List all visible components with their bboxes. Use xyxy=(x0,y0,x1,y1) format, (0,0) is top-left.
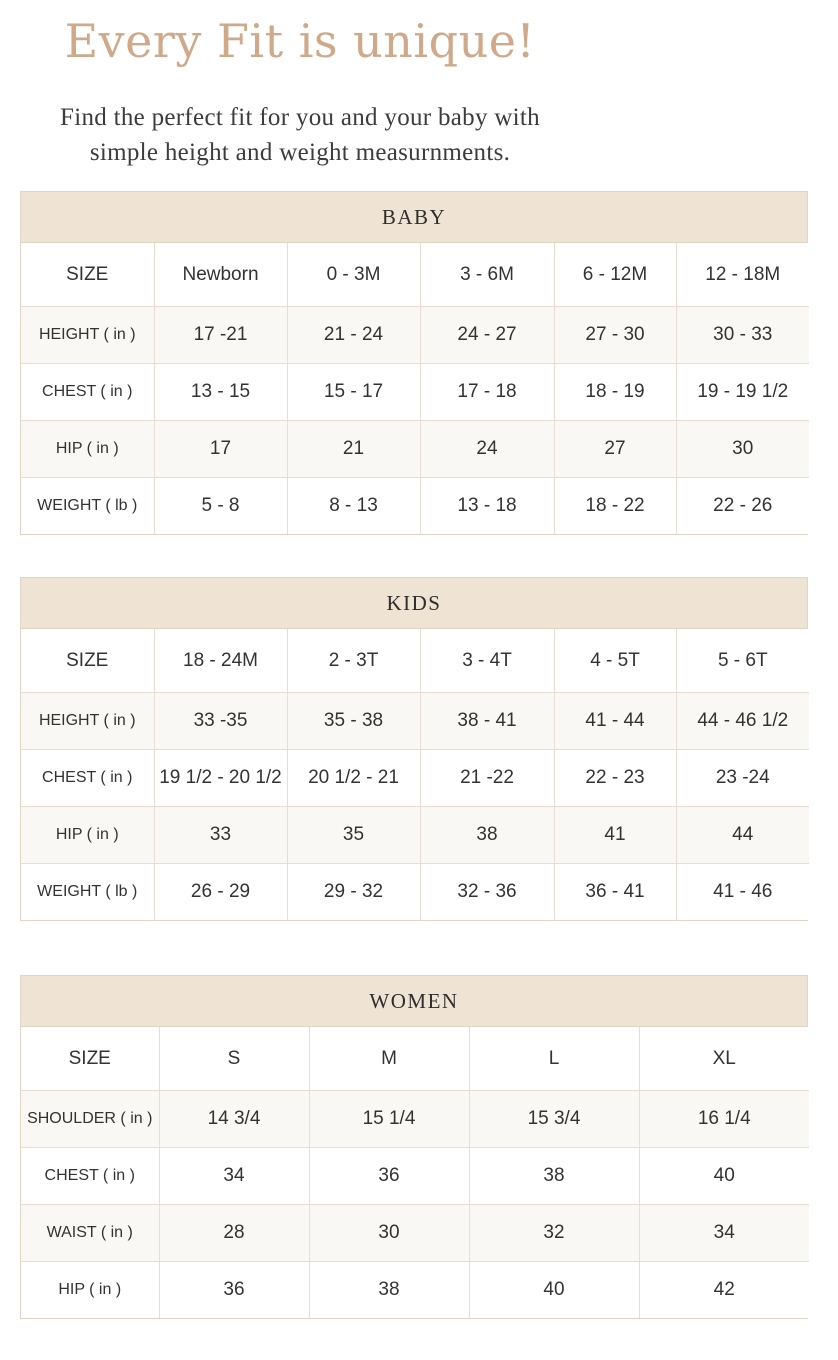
column-header: 3 - 6M xyxy=(420,243,554,307)
table-row xyxy=(21,307,809,364)
subtitle-line-1: Find the perfect fit for you and your baby with xyxy=(60,104,540,131)
column-header: 5 - 6T xyxy=(676,629,809,693)
column-header: L xyxy=(469,1027,639,1091)
table-cell: 33 xyxy=(154,807,287,864)
table-cell: 19 1/2 - 20 1/2 xyxy=(154,750,287,807)
table-cell: 18 - 19 xyxy=(554,364,676,421)
table-cell: 33 -35 xyxy=(154,693,287,750)
subtitle-line-2: simple height and weight measurnments. xyxy=(89,139,511,166)
table-cell: 17 - 18 xyxy=(420,364,554,421)
size-chart-women xyxy=(20,975,808,1319)
table-cell: 36 xyxy=(159,1262,309,1319)
section-header-baby: BABY xyxy=(21,192,807,243)
table-row xyxy=(21,1027,809,1091)
table-cell: 18 - 22 xyxy=(554,478,676,535)
table-cell: 38 xyxy=(309,1262,469,1319)
table-cell: 21 -22 xyxy=(420,750,554,807)
row-label: HIP ( in ) xyxy=(21,421,154,478)
table-cell: 28 xyxy=(159,1205,309,1262)
table-cell: 41 xyxy=(554,807,676,864)
table-cell: 38 xyxy=(469,1148,639,1205)
table-cell: 29 - 32 xyxy=(287,864,420,921)
table-cell: 35 xyxy=(287,807,420,864)
column-header: SIZE xyxy=(21,243,154,307)
column-header: 0 - 3M xyxy=(287,243,420,307)
column-header: XL xyxy=(639,1027,809,1091)
table-row xyxy=(21,364,809,421)
table-cell: 24 - 27 xyxy=(420,307,554,364)
table-cell: 38 - 41 xyxy=(420,693,554,750)
size-table-women xyxy=(21,1027,809,1318)
table-cell: 22 - 26 xyxy=(676,478,809,535)
table-cell: 26 - 29 xyxy=(154,864,287,921)
table-cell: 21 xyxy=(287,421,420,478)
table-cell: 14 3/4 xyxy=(159,1091,309,1148)
table-row xyxy=(21,629,809,693)
column-header: 4 - 5T xyxy=(554,629,676,693)
table-cell: 41 - 46 xyxy=(676,864,809,921)
table-row xyxy=(21,1262,809,1319)
table-cell: 17 -21 xyxy=(154,307,287,364)
page-title: Every Fit is unique! xyxy=(64,14,536,68)
table-cell: 15 3/4 xyxy=(469,1091,639,1148)
row-label: HEIGHT ( in ) xyxy=(21,693,154,750)
table-cell: 5 - 8 xyxy=(154,478,287,535)
table-row xyxy=(21,1091,809,1148)
table-row xyxy=(21,693,809,750)
table-row xyxy=(21,243,809,307)
table-cell: 32 xyxy=(469,1205,639,1262)
row-label: CHEST ( in ) xyxy=(21,364,154,421)
table-cell: 32 - 36 xyxy=(420,864,554,921)
table-cell: 13 - 18 xyxy=(420,478,554,535)
size-table-baby xyxy=(21,243,809,534)
table-cell: 34 xyxy=(639,1205,809,1262)
table-cell: 27 - 30 xyxy=(554,307,676,364)
column-header: M xyxy=(309,1027,469,1091)
size-chart-kids xyxy=(20,577,808,921)
row-label: SHOULDER ( in ) xyxy=(21,1091,159,1148)
table-cell: 42 xyxy=(639,1262,809,1319)
table-cell: 17 xyxy=(154,421,287,478)
row-label: HIP ( in ) xyxy=(21,807,154,864)
table-row xyxy=(21,864,809,921)
table-cell: 8 - 13 xyxy=(287,478,420,535)
table-cell: 23 -24 xyxy=(676,750,809,807)
table-cell: 20 1/2 - 21 xyxy=(287,750,420,807)
size-table-kids xyxy=(21,629,809,920)
row-label: HEIGHT ( in ) xyxy=(21,307,154,364)
section-header-women: WOMEN xyxy=(21,976,807,1027)
column-header: Newborn xyxy=(154,243,287,307)
table-cell: 40 xyxy=(469,1262,639,1319)
table-cell: 30 xyxy=(309,1205,469,1262)
table-cell: 38 xyxy=(420,807,554,864)
size-chart-baby xyxy=(20,191,808,535)
column-header: SIZE xyxy=(21,1027,159,1091)
page-subtitle xyxy=(20,100,580,170)
column-header: 6 - 12M xyxy=(554,243,676,307)
table-row xyxy=(21,807,809,864)
table-cell: 30 - 33 xyxy=(676,307,809,364)
table-row xyxy=(21,478,809,535)
row-label: WAIST ( in ) xyxy=(21,1205,159,1262)
row-label: CHEST ( in ) xyxy=(21,1148,159,1205)
column-header: S xyxy=(159,1027,309,1091)
table-cell: 40 xyxy=(639,1148,809,1205)
table-cell: 22 - 23 xyxy=(554,750,676,807)
table-cell: 41 - 44 xyxy=(554,693,676,750)
table-cell: 36 - 41 xyxy=(554,864,676,921)
table-cell: 15 - 17 xyxy=(287,364,420,421)
table-cell: 30 xyxy=(676,421,809,478)
table-cell: 16 1/4 xyxy=(639,1091,809,1148)
column-header: SIZE xyxy=(21,629,154,693)
table-cell: 21 - 24 xyxy=(287,307,420,364)
column-header: 2 - 3T xyxy=(287,629,420,693)
table-cell: 27 xyxy=(554,421,676,478)
table-row xyxy=(21,421,809,478)
row-label: WEIGHT ( lb ) xyxy=(21,478,154,535)
table-cell: 19 - 19 1/2 xyxy=(676,364,809,421)
column-header: 12 - 18M xyxy=(676,243,809,307)
table-cell: 44 - 46 1/2 xyxy=(676,693,809,750)
column-header: 18 - 24M xyxy=(154,629,287,693)
table-cell: 13 - 15 xyxy=(154,364,287,421)
section-header-kids: KIDS xyxy=(21,578,807,629)
table-cell: 44 xyxy=(676,807,809,864)
row-label: WEIGHT ( lb ) xyxy=(21,864,154,921)
column-header: 3 - 4T xyxy=(420,629,554,693)
table-cell: 15 1/4 xyxy=(309,1091,469,1148)
row-label: HIP ( in ) xyxy=(21,1262,159,1319)
table-row xyxy=(21,1205,809,1262)
table-cell: 34 xyxy=(159,1148,309,1205)
row-label: CHEST ( in ) xyxy=(21,750,154,807)
table-row xyxy=(21,750,809,807)
table-cell: 24 xyxy=(420,421,554,478)
table-cell: 36 xyxy=(309,1148,469,1205)
table-row xyxy=(21,1148,809,1205)
table-cell: 35 - 38 xyxy=(287,693,420,750)
